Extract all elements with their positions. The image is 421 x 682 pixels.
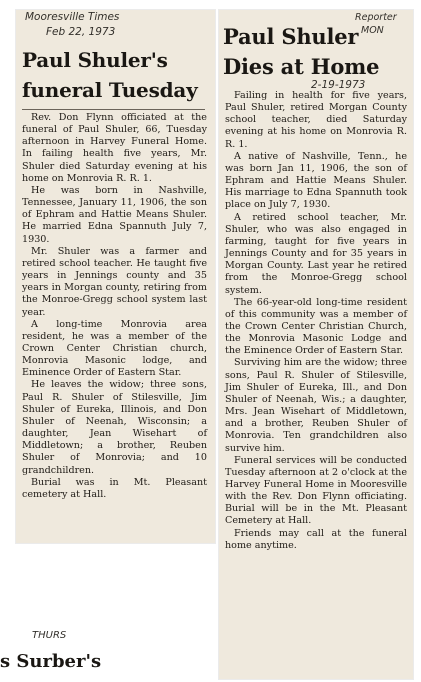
paragraph: Burial was in Mt. Pleasant cemetery at Hall. — [22, 476, 207, 500]
paragraph: Friends may call at the funeral home anytime. — [225, 527, 407, 551]
handwritten-date: 2-19-1973 — [311, 79, 366, 91]
paragraph: He was born in Nashville, Tennessee, January 11, 1906, the son of Ephram and Hattie Means Shuler. He married Edna Spannuth July 7, 1930. — [22, 184, 207, 245]
headline-rule — [22, 109, 205, 110]
article-body — [225, 90, 407, 552]
handwritten-date: Feb 22, 1973 — [46, 26, 116, 38]
bottom-clipping-fragment — [0, 630, 110, 682]
handwritten-note: THURS — [32, 630, 67, 641]
paragraph: He leaves the widow; three sons, Paul R. Shuler of Stilesville, Jim Shuler of Eureka, Illinois, and Don Shuler of Neenah, Wisconsin; a daughter, Jean Wisehart of Middletown; a brother, Reuben Shuler of Monrovia; and 10 grandchildren. — [22, 379, 207, 476]
paragraph: Mr. Shuler was a farmer and retired school teacher. He taught five years in Jennings county and 35 years in Morgan county, retiring from the Monroe-Gregg school system last year. — [22, 245, 207, 318]
paragraph: A native of Nashville, Tenn., he was born Jan 11, 1906, the son of Ephram and Hattie Means Shuler. His marriage to Edna Spannuth took place on July 7, 1930. — [225, 150, 407, 211]
paragraph: Failing in health for five years, Paul Shuler, retired Morgan County school teacher, died Saturday evening at his home on Monrovia R. R. 1. — [225, 90, 407, 150]
paragraph: Rev. Don Flynn officiated at the funeral of Paul Shuler, 66, Tuesday afternoon in Harvey Funeral Home. In failing health five years, Mr. Shuler died Saturday evening at his home on Monrovia R. R. 1. — [22, 112, 207, 184]
left-clipping — [16, 10, 215, 543]
right-clipping — [219, 10, 413, 679]
paragraph: Funeral services will be conducted Tuesday afternoon at 2 o'clock at the Harvey Funeral Home in Mooresville with the Rev. Don Flynn officiating. Burial will be in the Mt. Pleasant Cemetery at Hall. — [225, 454, 407, 527]
paragraph: A long-time Monrovia area resident, he was a member of the Crown Center Christian church, Monrovia Masonic lodge, and Eminence Order of Eastern Star. — [22, 318, 207, 379]
headline-line-1: Paul Shuler — [223, 24, 359, 49]
headline-line-2: Dies at Home — [223, 54, 380, 79]
handwritten-source: Reporter — [355, 12, 397, 23]
article-body — [22, 112, 207, 501]
headline-line-1: Paul Shuler's — [22, 48, 168, 72]
paragraph: Surviving him are the widow; three sons, Paul R. Shuler of Stilesville, Jim Shuler of Eureka, Ill., and Don Shuler of Neenah, Wis.; a daughter, Mrs. Jean Wisehart of Middletown, and a brother, Reuben Shuler of Monrovia. Ten grandchildren also survive him. — [225, 357, 407, 454]
paragraph: A retired school teacher, Mr. Shuler, who was also engaged in farming, taught for five years in Jennings County and for 35 years in Morgan County. Last year he retired from the Monroe-Gregg school system. — [225, 211, 407, 296]
handwritten-source-abbrev: MON — [361, 25, 384, 36]
fragment-headline: s Surber's — [0, 651, 102, 672]
handwritten-source: Mooresville Times — [25, 11, 120, 23]
paragraph: The 66-year-old long-time resident of this community was a member of the Crown Center Christian Church, the Monrovia Masonic Lodge and the Eminence Order of Eastern Star. — [225, 296, 407, 357]
headline-line-2: funeral Tuesday — [22, 78, 198, 102]
